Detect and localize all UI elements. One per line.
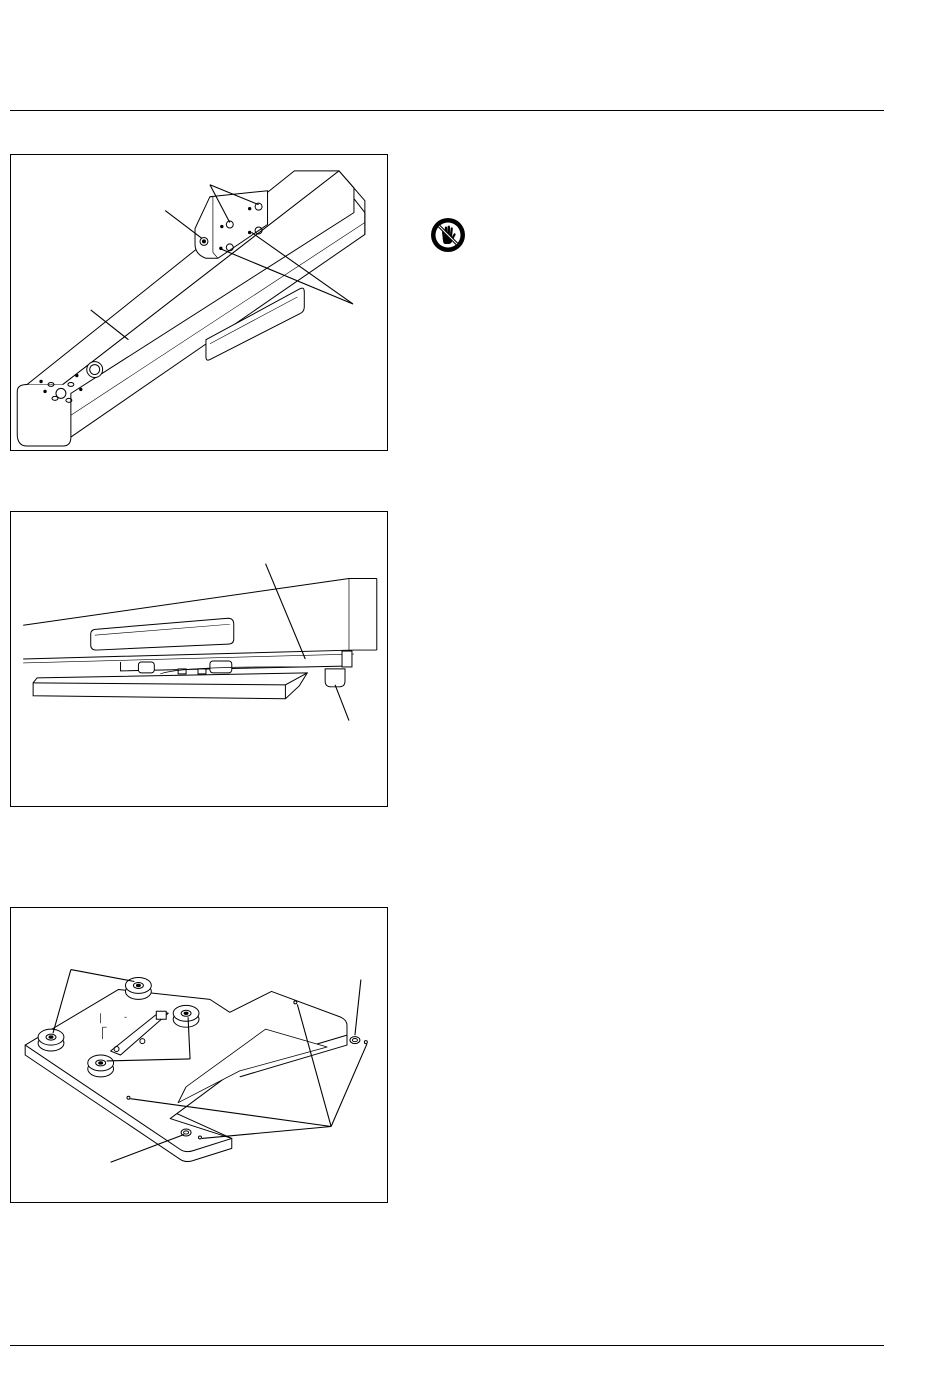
footer-rule <box>10 1345 884 1346</box>
drive-unit-body <box>17 171 365 446</box>
figure-drive-unit-bracket <box>10 154 388 451</box>
roller-bottom <box>88 1055 114 1077</box>
base-plate <box>33 673 307 699</box>
drive-unit-side <box>23 579 377 663</box>
figure-side-view-on-plate <box>10 511 388 807</box>
roller-left <box>38 1029 64 1051</box>
roller-right <box>173 1005 199 1027</box>
header-rule <box>10 110 884 111</box>
no-touching-warning-icon <box>430 217 466 253</box>
figure-carriage-plate <box>10 907 388 1203</box>
